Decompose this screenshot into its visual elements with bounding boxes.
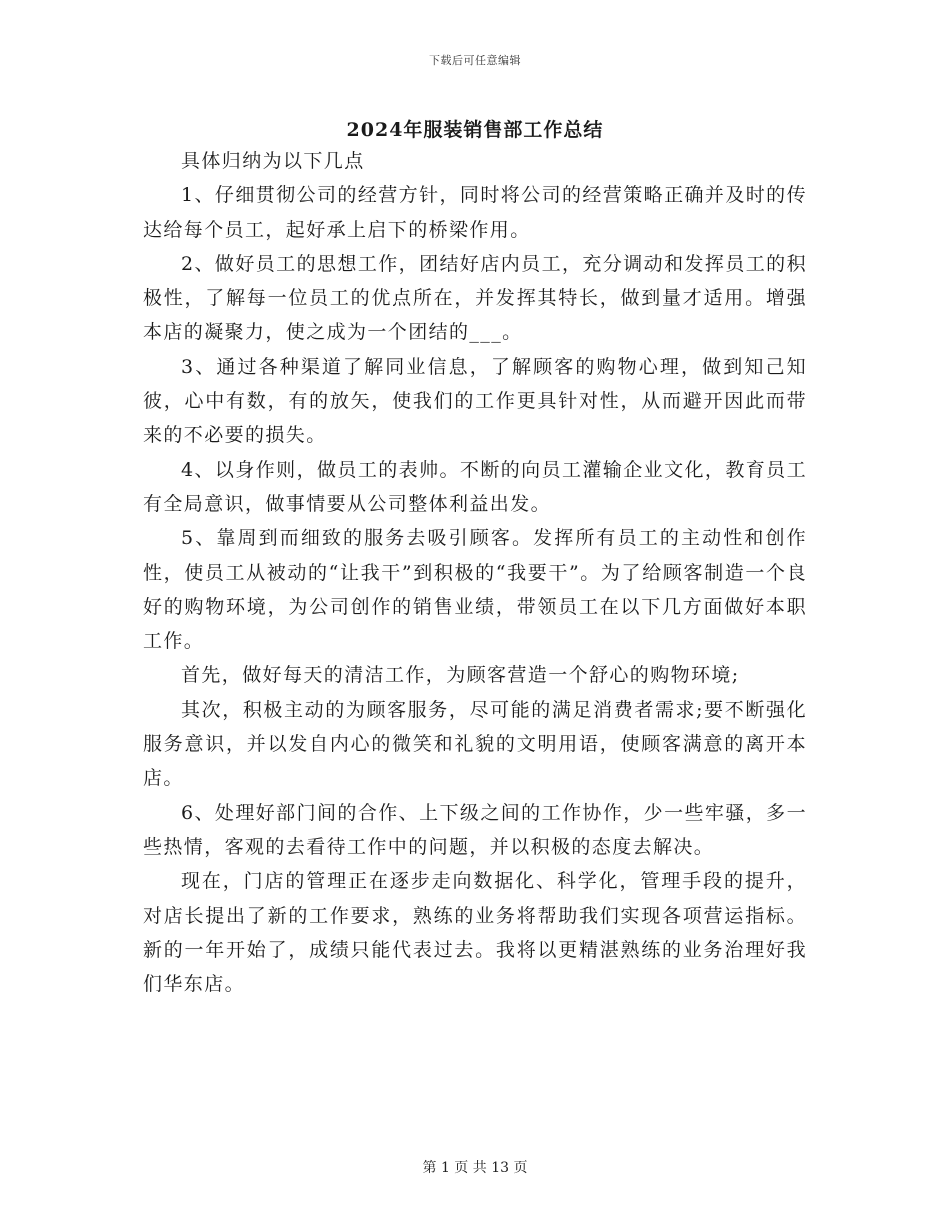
paragraph-point-4: 4、以身作则，做员工的表帅。不断的向员工灌输企业文化，教育员工有全局意识，做事情要从公司整体利益出发。	[143, 458, 807, 515]
paragraph-point-5: 5、靠周到而细致的服务去吸引顾客。发挥所有员工的主动性和创作性，使员工从被动的“让我干”到积极的“我要干”。为了给顾客制造一个良好的购物环境，为公司创作的销售业绩，带领员工在以下几方面做好本职工作。	[143, 527, 807, 653]
paragraph-point-1: 1、仔细贯彻公司的经营方针，同时将公司的经营策略正确并及时的传达给每个员工，起好承上启下的桥梁作用。	[143, 184, 807, 241]
document-body	[143, 144, 807, 1001]
paragraph-point-6: 6、处理好部门间的合作、上下级之间的工作协作，少一些牢骚，多一些热情，客观的去看待工作中的问题，并以积极的态度去解决。	[143, 801, 807, 858]
document-title: 2024年服装销售部工作总结	[346, 119, 604, 141]
paragraph-point-3: 3、通过各种渠道了解同业信息，了解顾客的购物心理，做到知己知彼，心中有数，有的放矢，使我们的工作更具针对性，从而避开因此而带来的不必要的损失。	[143, 355, 807, 447]
paragraph-point-2: 2、做好员工的思想工作，团结好店内员工，充分调动和发挥员工的积极性，了解每一位员工的优点所在，并发挥其特长，做到量才适用。增强本店的凝聚力，使之成为一个团结的___。	[143, 252, 807, 344]
paragraph-first: 首先，做好每天的清洁工作，为顾客营造一个舒心的购物环境;	[181, 664, 740, 687]
paragraph-conclusion: 现在，门店的管理正在逐步走向数据化、科学化，管理手段的提升，对店长提出了新的工作要求，熟练的业务将帮助我们实现各项营运指标。新的一年开始了，成绩只能代表过去。我将以更精湛熟练的业务治理好我们华东店。	[143, 870, 807, 996]
header-note: 下载后可任意编辑	[429, 54, 521, 67]
paragraph-second: 其次，积极主动的为顾客服务，尽可能的满足消费者需求;要不断强化服务意识，并以发自内心的微笑和礼貌的文明用语，使顾客满意的离开本店。	[143, 698, 807, 790]
paragraph-intro: 具体归纳为以下几点	[181, 150, 365, 172]
page-number: 第 1 页 共 13 页	[422, 1160, 528, 1176]
